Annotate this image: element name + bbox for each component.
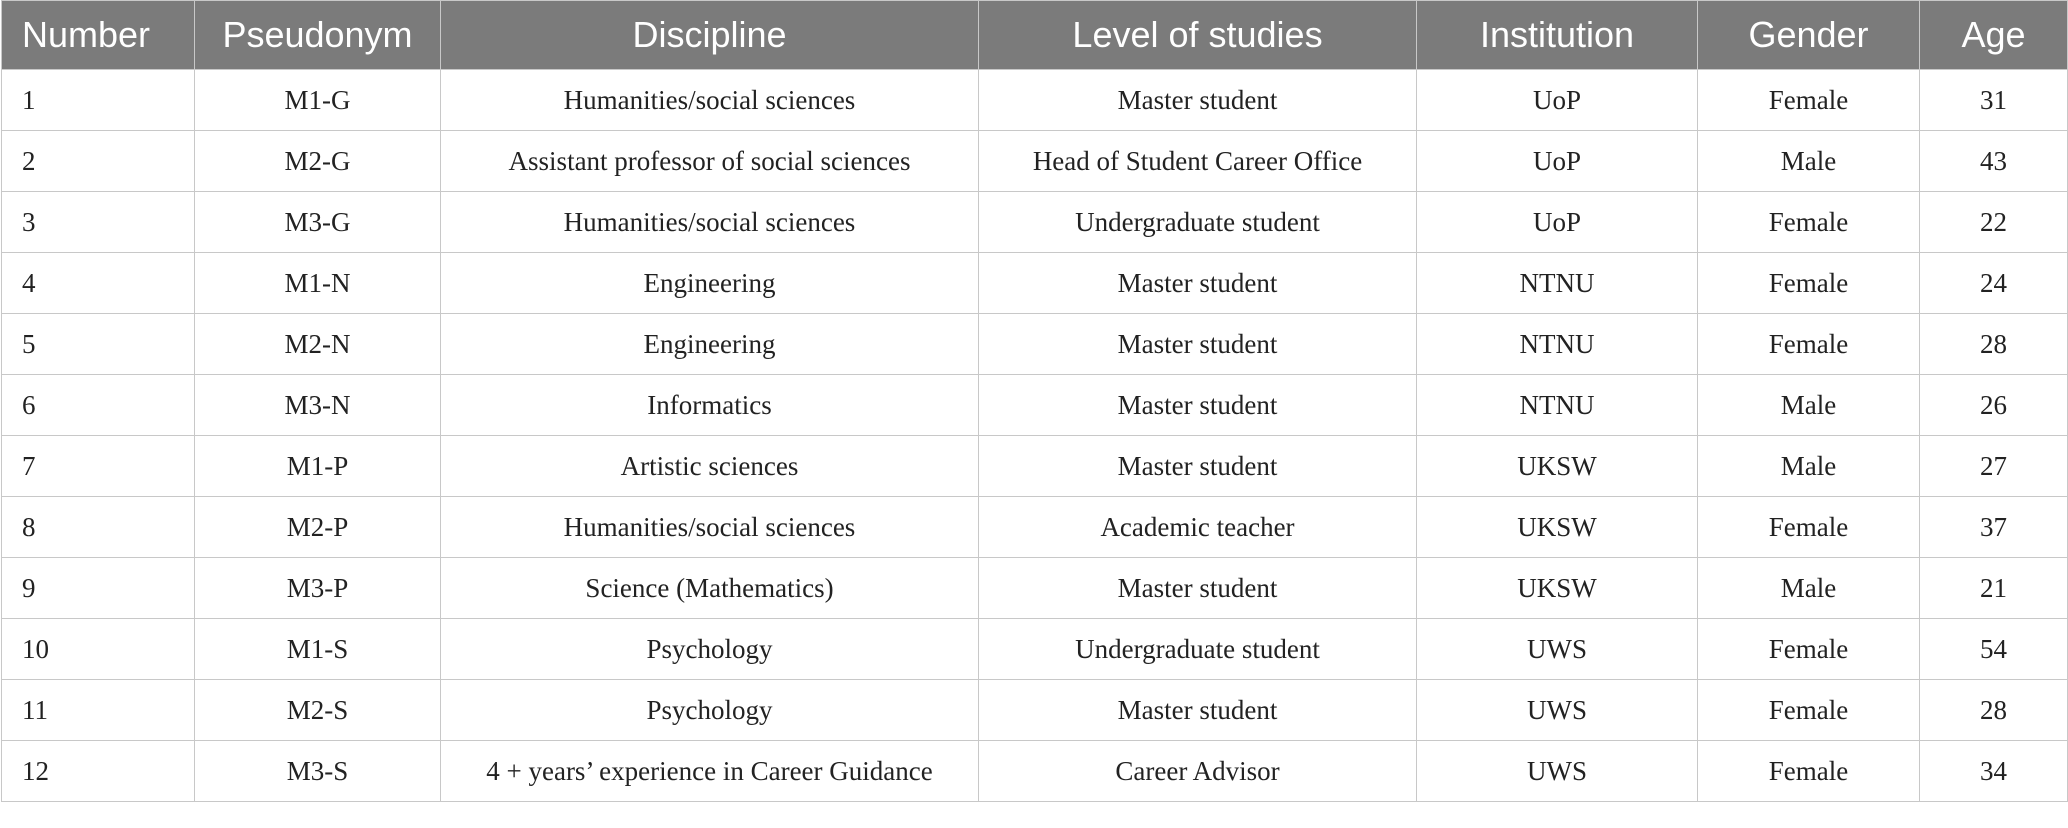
cell-level-of-studies: Head of Student Career Office — [979, 131, 1417, 192]
cell-institution: UoP — [1417, 192, 1698, 253]
cell-pseudonym: M3-G — [195, 192, 441, 253]
cell-gender: Male — [1698, 375, 1920, 436]
table-row — [2, 741, 2068, 802]
table-row — [2, 558, 2068, 619]
cell-age: 22 — [1920, 192, 2068, 253]
cell-discipline: Psychology — [441, 680, 979, 741]
cell-institution: UKSW — [1417, 436, 1698, 497]
cell-level-of-studies: Academic teacher — [979, 497, 1417, 558]
table-row — [2, 131, 2068, 192]
table-row — [2, 253, 2068, 314]
cell-discipline: Science (Mathematics) — [441, 558, 979, 619]
cell-institution: UWS — [1417, 741, 1698, 802]
cell-number: 7 — [2, 436, 195, 497]
cell-level-of-studies: Master student — [979, 680, 1417, 741]
header-pseudonym: Pseudonym — [195, 1, 441, 70]
cell-gender: Female — [1698, 741, 1920, 802]
cell-age: 27 — [1920, 436, 2068, 497]
cell-age: 31 — [1920, 70, 2068, 131]
cell-level-of-studies: Undergraduate student — [979, 619, 1417, 680]
participants-table — [1, 0, 2068, 802]
cell-institution: NTNU — [1417, 253, 1698, 314]
cell-number: 11 — [2, 680, 195, 741]
header-gender: Gender — [1698, 1, 1920, 70]
header-institution: Institution — [1417, 1, 1698, 70]
cell-number: 2 — [2, 131, 195, 192]
cell-pseudonym: M1-N — [195, 253, 441, 314]
cell-institution: UKSW — [1417, 558, 1698, 619]
cell-age: 24 — [1920, 253, 2068, 314]
cell-pseudonym: M1-P — [195, 436, 441, 497]
cell-pseudonym: M2-G — [195, 131, 441, 192]
table-row — [2, 314, 2068, 375]
cell-discipline: Humanities/social sciences — [441, 70, 979, 131]
cell-age: 37 — [1920, 497, 2068, 558]
table-row — [2, 192, 2068, 253]
cell-age: 43 — [1920, 131, 2068, 192]
cell-discipline: Assistant professor of social sciences — [441, 131, 979, 192]
cell-number: 9 — [2, 558, 195, 619]
cell-number: 1 — [2, 70, 195, 131]
header-number: Number — [2, 1, 195, 70]
cell-institution: UWS — [1417, 619, 1698, 680]
cell-institution: UoP — [1417, 131, 1698, 192]
cell-age: 28 — [1920, 314, 2068, 375]
cell-number: 8 — [2, 497, 195, 558]
cell-number: 12 — [2, 741, 195, 802]
cell-level-of-studies: Master student — [979, 375, 1417, 436]
table-row — [2, 436, 2068, 497]
cell-discipline: Humanities/social sciences — [441, 497, 979, 558]
cell-age: 54 — [1920, 619, 2068, 680]
table-header — [2, 1, 2068, 70]
cell-level-of-studies: Master student — [979, 558, 1417, 619]
cell-gender: Male — [1698, 558, 1920, 619]
table-body — [2, 70, 2068, 802]
cell-discipline: Engineering — [441, 253, 979, 314]
cell-pseudonym: M2-S — [195, 680, 441, 741]
cell-number: 3 — [2, 192, 195, 253]
cell-institution: NTNU — [1417, 314, 1698, 375]
cell-discipline: 4 + years’ experience in Career Guidance — [441, 741, 979, 802]
cell-institution: UKSW — [1417, 497, 1698, 558]
cell-gender: Female — [1698, 70, 1920, 131]
header-discipline: Discipline — [441, 1, 979, 70]
header-row — [2, 1, 2068, 70]
cell-discipline: Informatics — [441, 375, 979, 436]
cell-gender: Female — [1698, 253, 1920, 314]
cell-discipline: Engineering — [441, 314, 979, 375]
cell-gender: Female — [1698, 680, 1920, 741]
cell-number: 4 — [2, 253, 195, 314]
header-level-of-studies: Level of studies — [979, 1, 1417, 70]
cell-pseudonym: M1-G — [195, 70, 441, 131]
cell-discipline: Artistic sciences — [441, 436, 979, 497]
cell-pseudonym: M3-S — [195, 741, 441, 802]
cell-gender: Female — [1698, 314, 1920, 375]
cell-gender: Female — [1698, 497, 1920, 558]
cell-gender: Female — [1698, 192, 1920, 253]
cell-institution: UWS — [1417, 680, 1698, 741]
header-age: Age — [1920, 1, 2068, 70]
cell-gender: Female — [1698, 619, 1920, 680]
cell-pseudonym: M3-P — [195, 558, 441, 619]
cell-level-of-studies: Master student — [979, 253, 1417, 314]
table-row — [2, 680, 2068, 741]
cell-age: 26 — [1920, 375, 2068, 436]
cell-age: 21 — [1920, 558, 2068, 619]
cell-number: 5 — [2, 314, 195, 375]
cell-number: 6 — [2, 375, 195, 436]
cell-level-of-studies: Career Advisor — [979, 741, 1417, 802]
cell-level-of-studies: Master student — [979, 70, 1417, 131]
cell-institution: NTNU — [1417, 375, 1698, 436]
table-row — [2, 497, 2068, 558]
cell-level-of-studies: Undergraduate student — [979, 192, 1417, 253]
cell-gender: Male — [1698, 131, 1920, 192]
cell-institution: UoP — [1417, 70, 1698, 131]
cell-age: 34 — [1920, 741, 2068, 802]
cell-pseudonym: M3-N — [195, 375, 441, 436]
cell-gender: Male — [1698, 436, 1920, 497]
cell-discipline: Psychology — [441, 619, 979, 680]
cell-pseudonym: M2-N — [195, 314, 441, 375]
cell-level-of-studies: Master student — [979, 436, 1417, 497]
cell-pseudonym: M1-S — [195, 619, 441, 680]
cell-number: 10 — [2, 619, 195, 680]
cell-pseudonym: M2-P — [195, 497, 441, 558]
cell-discipline: Humanities/social sciences — [441, 192, 979, 253]
table-row — [2, 375, 2068, 436]
cell-level-of-studies: Master student — [979, 314, 1417, 375]
table-row — [2, 619, 2068, 680]
cell-age: 28 — [1920, 680, 2068, 741]
table-row — [2, 70, 2068, 131]
